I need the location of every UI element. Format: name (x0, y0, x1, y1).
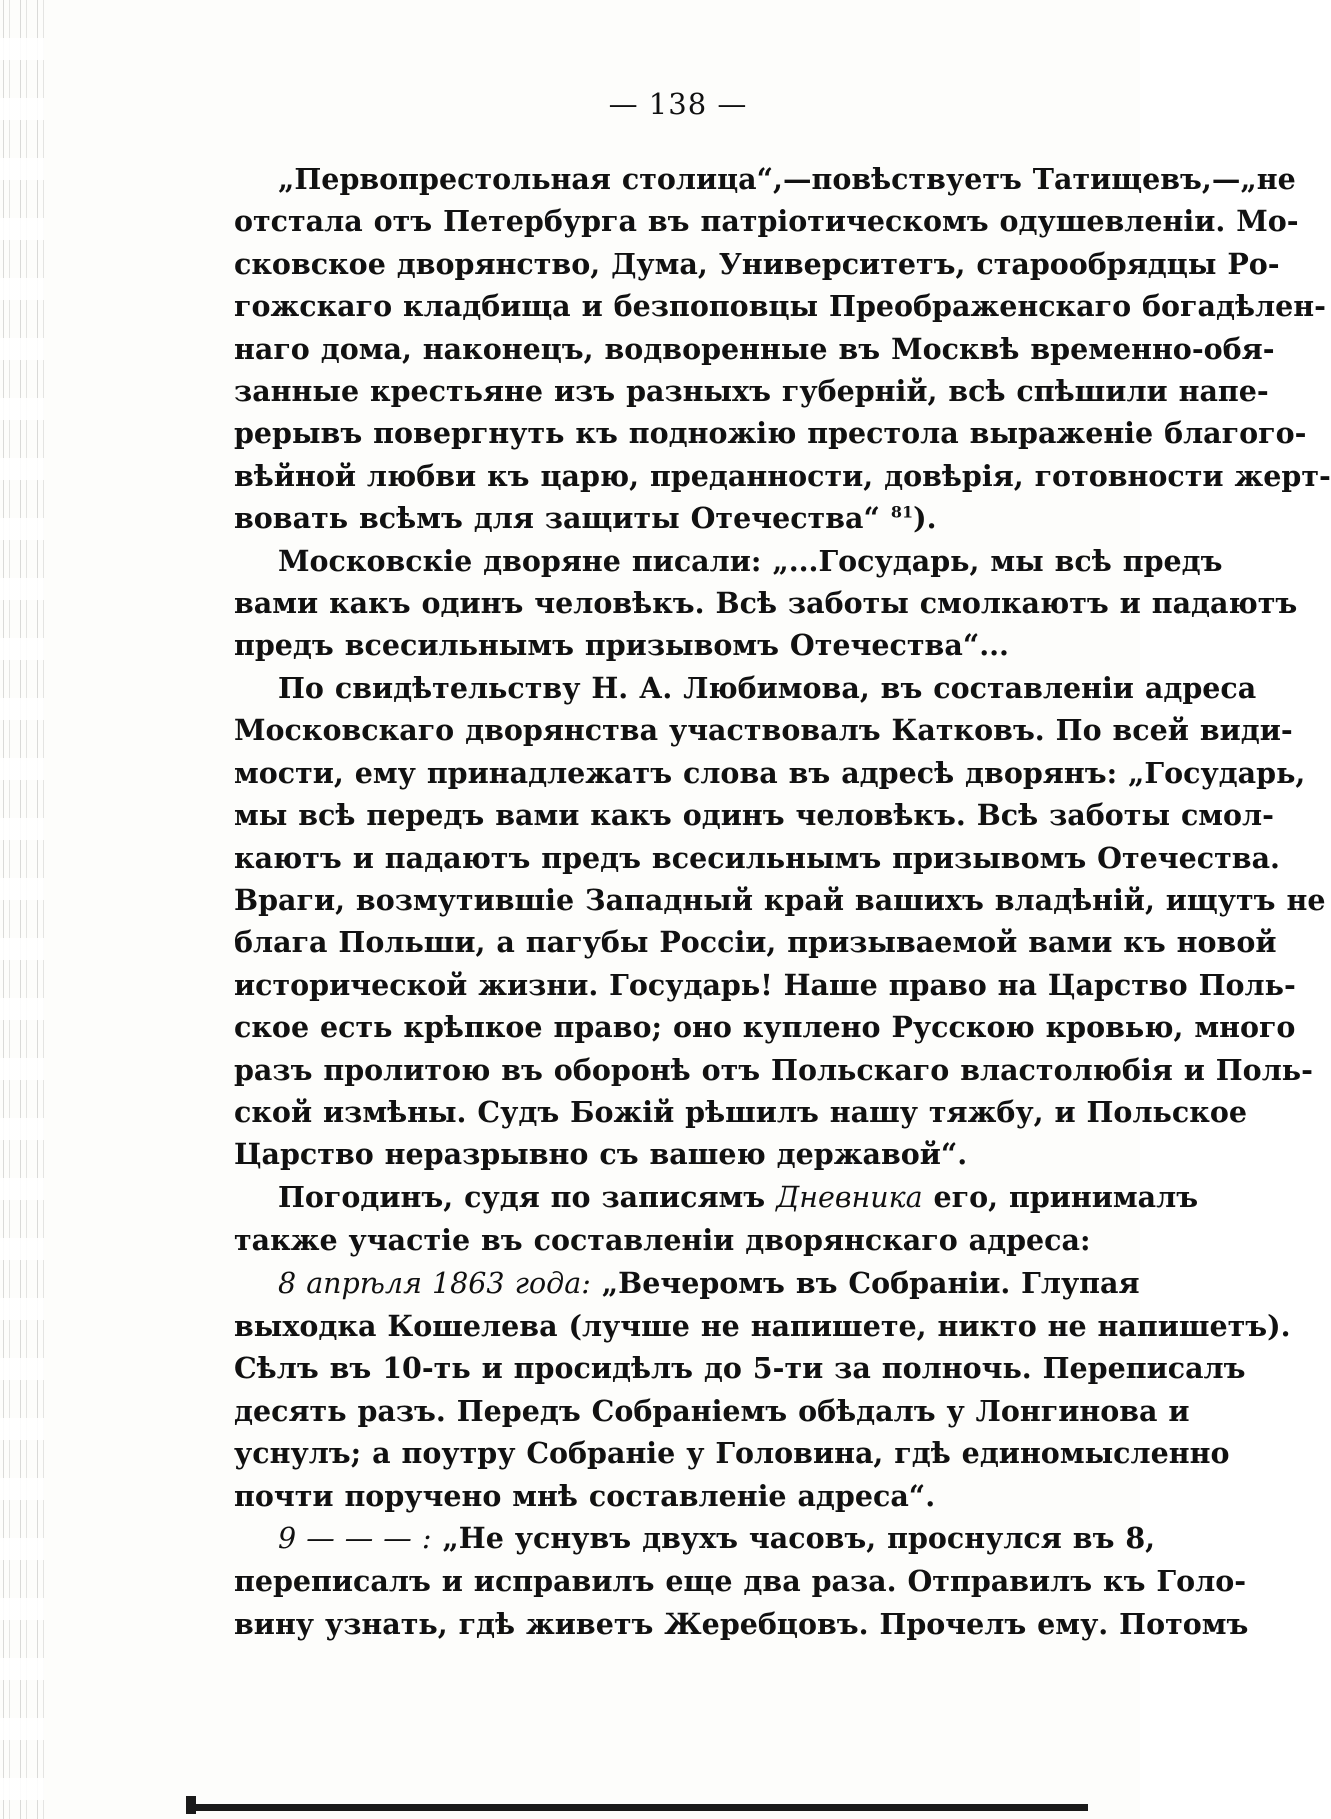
text-line: сковское дворянство, Дума, Университетъ, старообрядцы Ро- (234, 246, 1280, 281)
text-line: „Первопрестольная столица“,—повѣствуетъ Татищевъ,—„не (278, 162, 1296, 196)
paragraph-2 (234, 540, 1298, 667)
text-line: переписалъ и исправилъ еще два раза. Отправилъ къ Голо- (234, 1564, 1247, 1599)
text-line: вину узнать, гдѣ живетъ Жеребцовъ. Прочелъ ему. Потомъ (234, 1606, 1249, 1641)
scan-bottom-rule (190, 1804, 1088, 1811)
text-line (234, 1176, 1199, 1219)
paragraph-1 (234, 158, 1331, 540)
page-text-block (234, 86, 1331, 1645)
page-number: — 138 — (608, 87, 748, 121)
text-line: каютъ и падаютъ предъ всесильнымъ призывомъ Отечества. (234, 840, 1280, 875)
text-line: десять разъ. Передъ Собраніемъ обѣдалъ у Лонгинова и (234, 1393, 1190, 1428)
text-line: рерывъ повергнуть къ подножію престола выраженіе благого- (234, 416, 1307, 451)
text-line: Московскіе дворяне писали: „...Государь, мы всѣ предъ (278, 543, 1223, 578)
text-line: отстала отъ Петербурга въ патріотическомъ одушевленіи. Мо- (234, 204, 1299, 239)
text-line: Сѣлъ въ 10-ть и просидѣлъ до 5-ти за полночь. Переписалъ (234, 1351, 1246, 1386)
text-line: предъ всесильнымъ призывомъ Отечества“... (234, 628, 1009, 663)
italic-date: 8 апрѣля 1863 года: (278, 1266, 591, 1300)
text-line: почти поручено мнѣ составленіе адреса“. (234, 1478, 936, 1513)
text-fragment: „Вечеромъ въ Собраніи. Глупая (590, 1265, 1140, 1300)
text-line: ское есть крѣпкое право; оно куплено Русскою кровью, много (234, 1010, 1296, 1045)
italic-title: Дневника (776, 1180, 923, 1214)
italic-date: 9 — — — : (278, 1522, 432, 1555)
paragraph-4 (234, 1176, 1199, 1262)
text-line: блага Польши, а пагубы Россіи, призываемой вами къ новой (234, 925, 1277, 960)
text-line: исторической жизни. Государь! Наше право на Царство Поль- (234, 967, 1296, 1002)
text-line: Московскаго дворянства участвовалъ Катковъ. По всей види- (234, 713, 1293, 748)
text-line (234, 1517, 1156, 1560)
text-line: уснулъ; а поутру Собраніе у Головина, гдѣ единомысленно (234, 1436, 1230, 1471)
text-fragment: „Не уснувъ двухъ часовъ, проснулся въ 8, (431, 1521, 1156, 1555)
paragraph-3 (234, 667, 1326, 1176)
text-line: Царство неразрывно съ вашею державой“. (234, 1137, 968, 1172)
text-line: гожскаго кладбища и безпоповцы Преображенскаго богадѣлен- (234, 289, 1326, 324)
text-line: вами какъ одинъ человѣкъ. Всѣ заботы смолкаютъ и падаютъ (234, 586, 1298, 621)
text-line: вѣйной любви къ царю, преданности, довѣрія, готовности жерт- (234, 458, 1331, 493)
text-line: выходка Кошелева (лучше не напишете, никто не напишетъ). (234, 1308, 1291, 1343)
text-line: разъ пролитою въ оборонѣ отъ Польскаго властолюбія и Поль- (234, 1052, 1313, 1087)
text-line: мости, ему принадлежатъ слова въ адресѣ дворянъ: „Государь, (234, 755, 1306, 790)
paragraph-5 (234, 1262, 1291, 1517)
text-line (234, 1262, 1140, 1305)
text-line: По свидѣтельству Н. А. Любимова, въ составленіи адреса (278, 670, 1257, 705)
text-line: Враги, возмутившіе Западный край вашихъ владѣній, ищутъ не (234, 882, 1326, 917)
text-fragment: вовать всѣмъ для защиты Отечества“ (234, 501, 891, 536)
text-line: занные крестьяне изъ разныхъ губерній, всѣ спѣшили напе- (234, 374, 1269, 409)
paragraph-6 (234, 1517, 1249, 1645)
text-line (234, 497, 1082, 539)
text-line: наго дома, наконецъ, водворенные въ Москвѣ временно-обя- (234, 331, 1275, 366)
text-line: также участіе въ составленіи дворянскаго адреса: (234, 1223, 1091, 1258)
text-line: мы всѣ передъ вами какъ одинъ человѣкъ. Всѣ заботы смол- (234, 798, 1274, 833)
text-line: ской измѣны. Судъ Божій рѣшилъ нашу тяжбу, и Польское (234, 1094, 1247, 1129)
footnote-reference: 81 (890, 502, 914, 522)
text-fragment: Погодинъ, судя по записямъ (278, 1179, 777, 1214)
scan-edge-artifact-mask (0, 0, 44, 1819)
text-fragment: ). (913, 501, 937, 536)
text-fragment: его, принималъ (922, 1179, 1199, 1214)
